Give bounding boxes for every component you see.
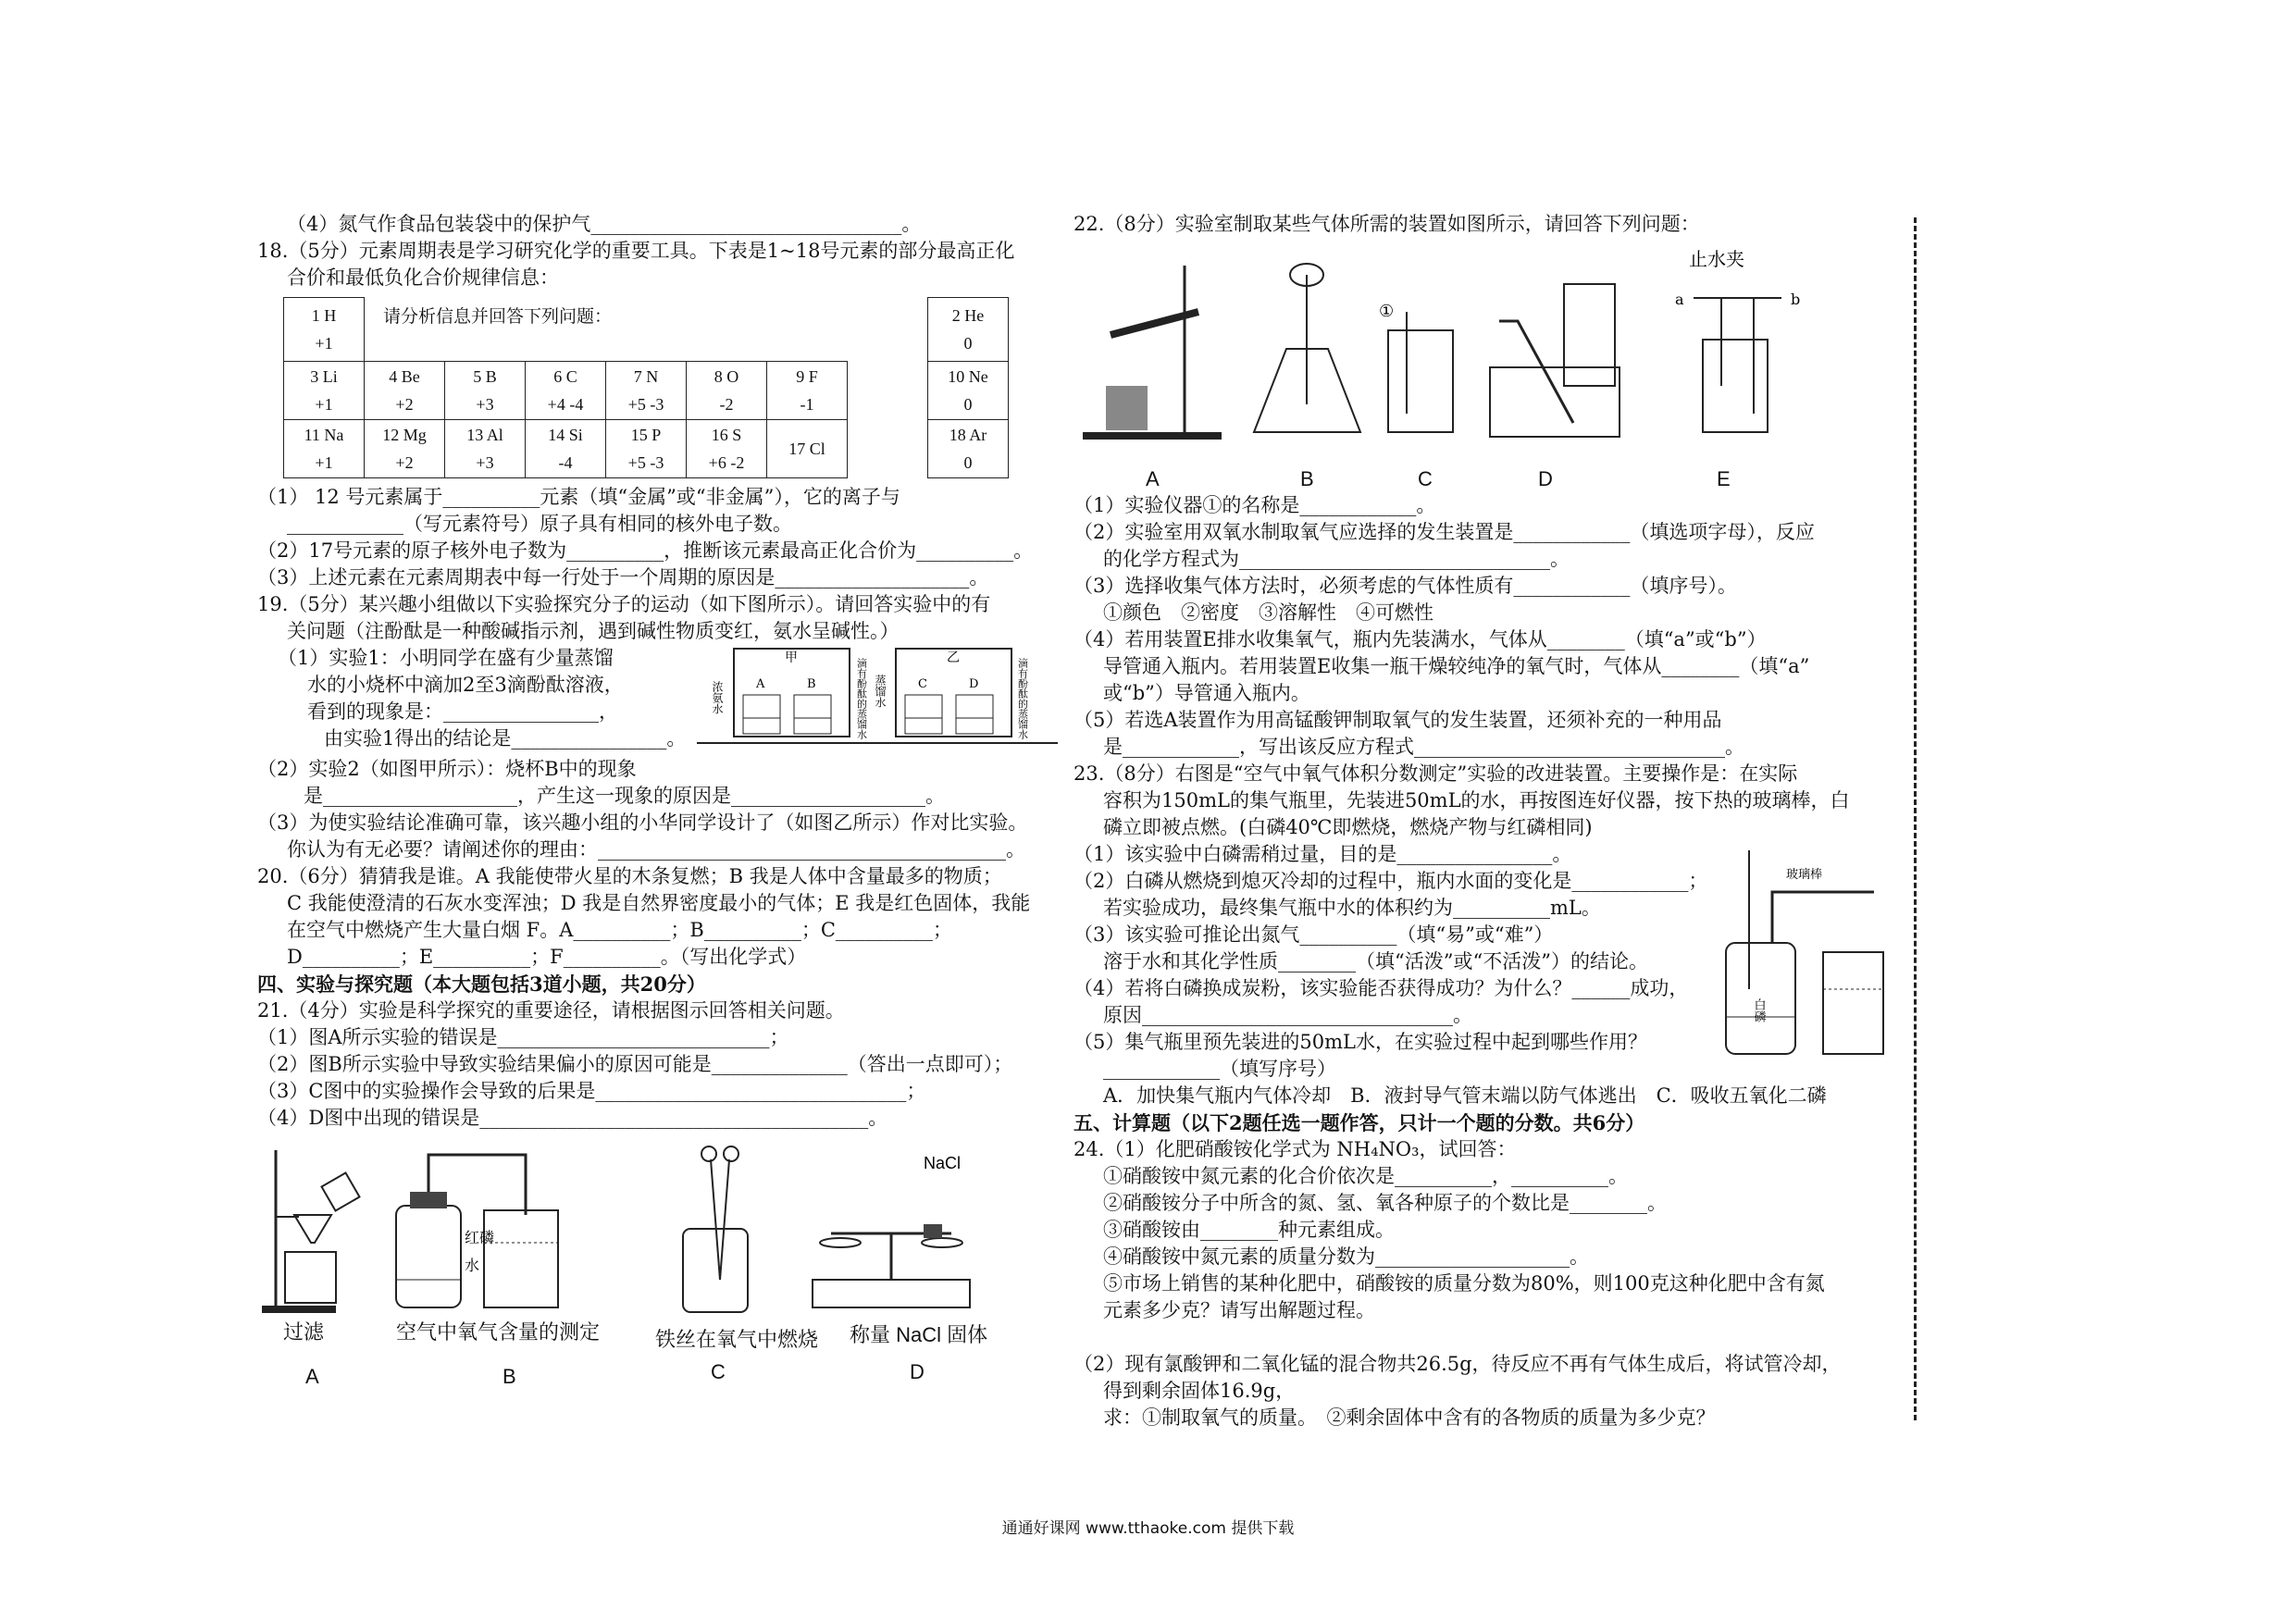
cell-f: 9 F -1: [767, 361, 848, 419]
cell-s: 16 S +6 -2: [687, 419, 767, 477]
cell-na: 11 Na +1: [284, 419, 365, 477]
q23-head-3: 磷立即被点燃。(白磷40℃即燃烧，燃烧产物与红磷相同): [1103, 816, 1593, 838]
q22-3-options: ①颜色 ②密度 ③溶解性 ④可燃性: [1103, 601, 1433, 624]
cell-h: 1 H +1: [284, 298, 365, 362]
q23-5-options: A．加快集气瓶内气体冷却 B．液封导气管末端以防气体逃出 C．吸收五氧化二磷: [1103, 1084, 1827, 1107]
q22-2-a: （2）实验室用双氧水制取氧气应选择的发生装置是____________（填选项字母），反应: [1074, 521, 1815, 543]
cell-li: 3 Li +1: [284, 361, 365, 419]
q23-figure: [1721, 841, 1888, 1072]
fig21-caption-a: 过滤: [283, 1319, 325, 1344]
fig22-one: ①: [1379, 302, 1395, 321]
q23-2-b: 若实验成功，最终集气瓶中水的体积约为__________mL。: [1103, 897, 1601, 919]
q23-3-b: 溶于水和其化学性质________（填“活泼”或“不活泼”）的结论。: [1103, 950, 1648, 973]
fig22-a: a: [1675, 291, 1684, 308]
periodic-table: [283, 297, 1009, 478]
fig22-letter-b: B: [1300, 467, 1314, 490]
q22-drawings: [1074, 247, 1869, 460]
q18-1-b: ____________（写元素符号）原子具有相同的核外电子数。: [287, 512, 792, 535]
fig22-letter-d: D: [1538, 467, 1553, 490]
q22-5-a: （5）若选A装置作为用高锰酸钾制取氧气的发生装置，还须补充的一种用品: [1074, 709, 1722, 731]
q22-head: 22.（8分）实验室制取某些气体所需的装置如图所示，请回答下列问题：: [1074, 213, 1700, 235]
q19-2-b: 是____________________，产生这一现象的原因是____________________。: [304, 784, 945, 807]
fig22-b: b: [1791, 291, 1801, 308]
q22-figures: [1074, 238, 1888, 492]
q19-1-d: 由实验1得出的结论是________________。: [324, 726, 687, 750]
q24-1-head: 24.（1）化肥硝酸铵化学式为 NH₄NO₃，试回答：: [1074, 1138, 1517, 1160]
q24-1-3: ③硝酸铵由________种元素组成。: [1103, 1219, 1395, 1241]
cell-cl: 17 Cl: [767, 419, 848, 477]
fig19-water: 蒸馏水: [874, 674, 887, 708]
fig21-p-label: 红磷: [465, 1228, 495, 1246]
q19-block: [257, 645, 1053, 756]
q24-1-5-b: 元素多少克？请写出解题过程。: [1103, 1299, 1375, 1321]
q17-line: （4）氮气作食品包装袋中的保护气________________________________。: [287, 213, 922, 235]
table-hint: 请分析信息并回答下列问题：: [383, 306, 613, 327]
q18-2: （2）17号元素的原子核外电子数为__________，推断该元素最高正化合价为__________。: [257, 539, 1034, 562]
cut-line: [1914, 217, 1917, 1420]
q23-5-a: （5）集气瓶里预先装进的50mL水，在实验过程中起到哪些作用？: [1074, 1031, 1647, 1053]
q24-1-5-a: ⑤市场上销售的某种化肥中，硝酸铵的质量分数为80%，则100克这种化肥中含有氮: [1103, 1272, 1825, 1295]
fig21-caption-d: 称量 NaCl 固体: [850, 1322, 988, 1346]
q23-head-1: 23.（8分）右图是“空气中氧气体积分数测定”实验的改进装置。主要操作是：在实际: [1074, 762, 1798, 785]
q22-4-a: （4）若用装置E排水收集氧气，瓶内先装满水，气体从________（填“a”或“b”）: [1074, 628, 1767, 650]
q23-head-2: 容积为150mL的集气瓶里，先装进50mL的水，再按图连好仪器，按下热的玻璃棒，白: [1103, 789, 1850, 812]
q21-drawings: [257, 1141, 1044, 1326]
fig19-a: A: [756, 676, 765, 691]
q19-head-2: 关问题（注酚酞是一种酸碱指示剂，遇到碱性物质变红，氨水呈碱性。）: [287, 619, 900, 642]
q19-head-1: 19.（5分）某兴趣小组做以下实验探究分子的运动（如下图所示）。请回答实验中的有: [257, 592, 991, 615]
q21-head: 21.（4分）实验是科学探究的重要途径，请根据图示回答相关问题。: [257, 998, 845, 1022]
q22-4-c: 或“b”）导管通入瓶内。: [1103, 682, 1310, 704]
q24-2-c: 求：①制取氧气的质量。 ②剩余固体中含有的各物质的质量为多少克？: [1103, 1406, 1716, 1429]
q19-1-a: （1）实验1：小明同学在盛有少量蒸馏: [278, 646, 614, 669]
q23-4-a: （4）若将白磷换成炭粉，该实验能否获得成功？为什么？______成功，: [1074, 977, 1689, 999]
fig21-letter-b: B: [503, 1364, 516, 1388]
q24-2-a: （2）现有氯酸钾和二氧化锰的混合物共26.5g，待反应不再有气体生成后，将试管冷却，: [1074, 1353, 1842, 1375]
fig21-letter-d: D: [910, 1359, 925, 1383]
fig19-phen-2: 滴有酚酞的蒸馏水: [1016, 657, 1029, 739]
q22-2-b: 的化学方程式为________________________________。: [1103, 548, 1570, 570]
fig21-caption-c: 铁丝在氧气中燃烧: [655, 1327, 819, 1351]
cell-o: 8 O -2: [687, 361, 767, 419]
fig21-nacl: NaCl: [924, 1153, 962, 1172]
cell-ne: 10 Ne 0: [928, 361, 1009, 419]
q23-4-b: 原因________________________________。: [1103, 1004, 1472, 1026]
q21-1: （1）图A所示实验的错误是____________________________；: [257, 1025, 789, 1048]
fig21-letter-a: A: [305, 1364, 319, 1388]
fig19-d: D: [969, 676, 979, 691]
q23-1: （1）该实验中白磷需稍过量，目的是________________。: [1074, 843, 1572, 865]
q19-3-a: （3）为使实验结论准确可靠，该兴趣小组的小华同学设计了（如图乙所示）作对比实验。: [257, 811, 1028, 834]
cell-he: 2 He 0: [928, 298, 1009, 362]
cell-n: 7 N +5 -3: [606, 361, 687, 419]
fig19-c: C: [918, 676, 927, 691]
q23-5-b: ____________（填写序号）: [1103, 1058, 1336, 1080]
q22-3: （3）选择收集气体方法时，必须考虑的气体性质有____________（填序号）。: [1074, 575, 1737, 597]
q19-1-b: 水的小烧杯中滴加2至3滴酚酞溶液，: [307, 673, 624, 696]
cell-b: 5 B +3: [445, 361, 526, 419]
right-column: [1074, 211, 1888, 1431]
q20-2: C 我能使澄清的石灰水变浑浊；D 我是自然界密度最小的气体；E 我是红色固体，我能: [287, 891, 1031, 914]
q21-figures: [257, 1132, 1053, 1400]
q20-4: D__________；E__________；F__________。（写出化学式）: [287, 945, 807, 968]
q18-line-1: 18.（5分）元素周期表是学习研究化学的重要工具。下表是1~18号元素的部分最高正化: [257, 240, 1015, 262]
q24-1-4: ④硝酸铵中氮元素的质量分数为____________________。: [1103, 1245, 1589, 1268]
q19-1-c: 看到的现象是：________________，: [307, 700, 618, 723]
section-4-heading: 四、实验与探究题（本大题包括3道小题，共20分）: [257, 972, 706, 996]
q18-1-a: （1） 12 号元素属于__________元素（填“金属”或“非金属”），它的离子与: [257, 485, 900, 508]
q21-4: （4）D图中出现的错误是________________________________________。: [257, 1106, 888, 1129]
cell-be: 4 Be +2: [365, 361, 445, 419]
q19-2-a: （2）实验2（如图甲所示）：烧杯B中的现象: [257, 757, 637, 780]
q24-1-1: ①硝酸铵中氮元素的化合价依次是__________，__________。: [1103, 1165, 1628, 1187]
fig19-jia: 甲: [785, 650, 798, 665]
q19-3-b: 你认为有无必要？请阐述你的理由：__________________________________________。: [287, 837, 1025, 861]
fig19-yi: 乙: [947, 650, 960, 665]
q18-3: （3）上述元素在元素周期表中每一行处于一个周期的原因是____________________。: [257, 565, 989, 588]
fig21-letter-c: C: [711, 1359, 726, 1383]
fig21-caption-b: 空气中氧气含量的测定: [396, 1319, 601, 1344]
fig22-clamp: 止水夹: [1689, 250, 1744, 270]
section-5-heading: 五、计算题（以下2题任选一题作答，只计一个题的分数。共6分）: [1074, 1111, 1645, 1134]
cell-mg: 12 Mg +2: [365, 419, 445, 477]
fig19-phen-1: 滴有酚酞的蒸馏水: [855, 657, 868, 739]
q20-1: 20.（6分）猜猜我是谁。A 我能使带火星的木条复燃；B 我是人体中含量最多的物质；: [257, 864, 1002, 887]
fig22-letter-c: C: [1418, 467, 1433, 490]
q21-3: （3）C图中的实验操作会导致的后果是________________________________；: [257, 1079, 926, 1102]
left-column: [257, 211, 1053, 1400]
q20-3: 在空气中燃烧产生大量白烟 F。A__________；B__________；C__________；: [287, 918, 952, 941]
fig22-letter-a: A: [1146, 467, 1160, 490]
q19-figure: [697, 639, 1058, 760]
cell-al: 13 Al +3: [445, 419, 526, 477]
q24-1-2: ②硝酸铵分子中所含的氮、氢、氧各种原子的个数比是________。: [1103, 1192, 1667, 1214]
spacer: [1074, 1324, 1888, 1351]
q22-4-b: 导管通入瓶内。若用装置E收集一瓶干燥较纯净的氧气时，气体从________（填“a”: [1103, 655, 1810, 677]
q23-block: [1074, 841, 1888, 1109]
fig23-p: 白磷: [1751, 998, 1766, 1022]
fig19-b: B: [807, 676, 816, 691]
q22-1: （1）实验仪器①的名称是____________。: [1074, 494, 1436, 516]
fig22-letter-e: E: [1717, 467, 1731, 490]
fig23-rod: 玻璃棒: [1786, 868, 1823, 882]
q24-2-b: 得到剩余固体16.9g，: [1103, 1380, 1296, 1402]
fig21-w-label: 水: [465, 1256, 480, 1274]
cell-c: 6 C +4 -4: [526, 361, 606, 419]
fig19-nh3: 浓氨水: [711, 680, 724, 714]
cell-si: 14 Si -4: [526, 419, 606, 477]
q23-3-a: （3）该实验可推论出氮气__________（填“易”或“难”）: [1074, 923, 1554, 946]
q21-2: （2）图B所示实验中导致实验结果偏小的原因可能是______________（答出一点即可）；: [257, 1052, 1013, 1075]
cell-ar: 18 Ar 0: [928, 419, 1009, 477]
cell-p: 15 P +5 -3: [606, 419, 687, 477]
q18-line-2: 合价和最低负化合价规律信息：: [287, 266, 559, 289]
q23-2-a: （2）白磷从燃烧到熄灭冷却的过程中，瓶内水面的变化是____________；: [1074, 870, 1708, 892]
footer: 通通好课网 www.tthaoke.com 提供下载: [1001, 1519, 1295, 1538]
q22-5-b: 是____________，写出该反应方程式________________________________。: [1103, 736, 1744, 758]
